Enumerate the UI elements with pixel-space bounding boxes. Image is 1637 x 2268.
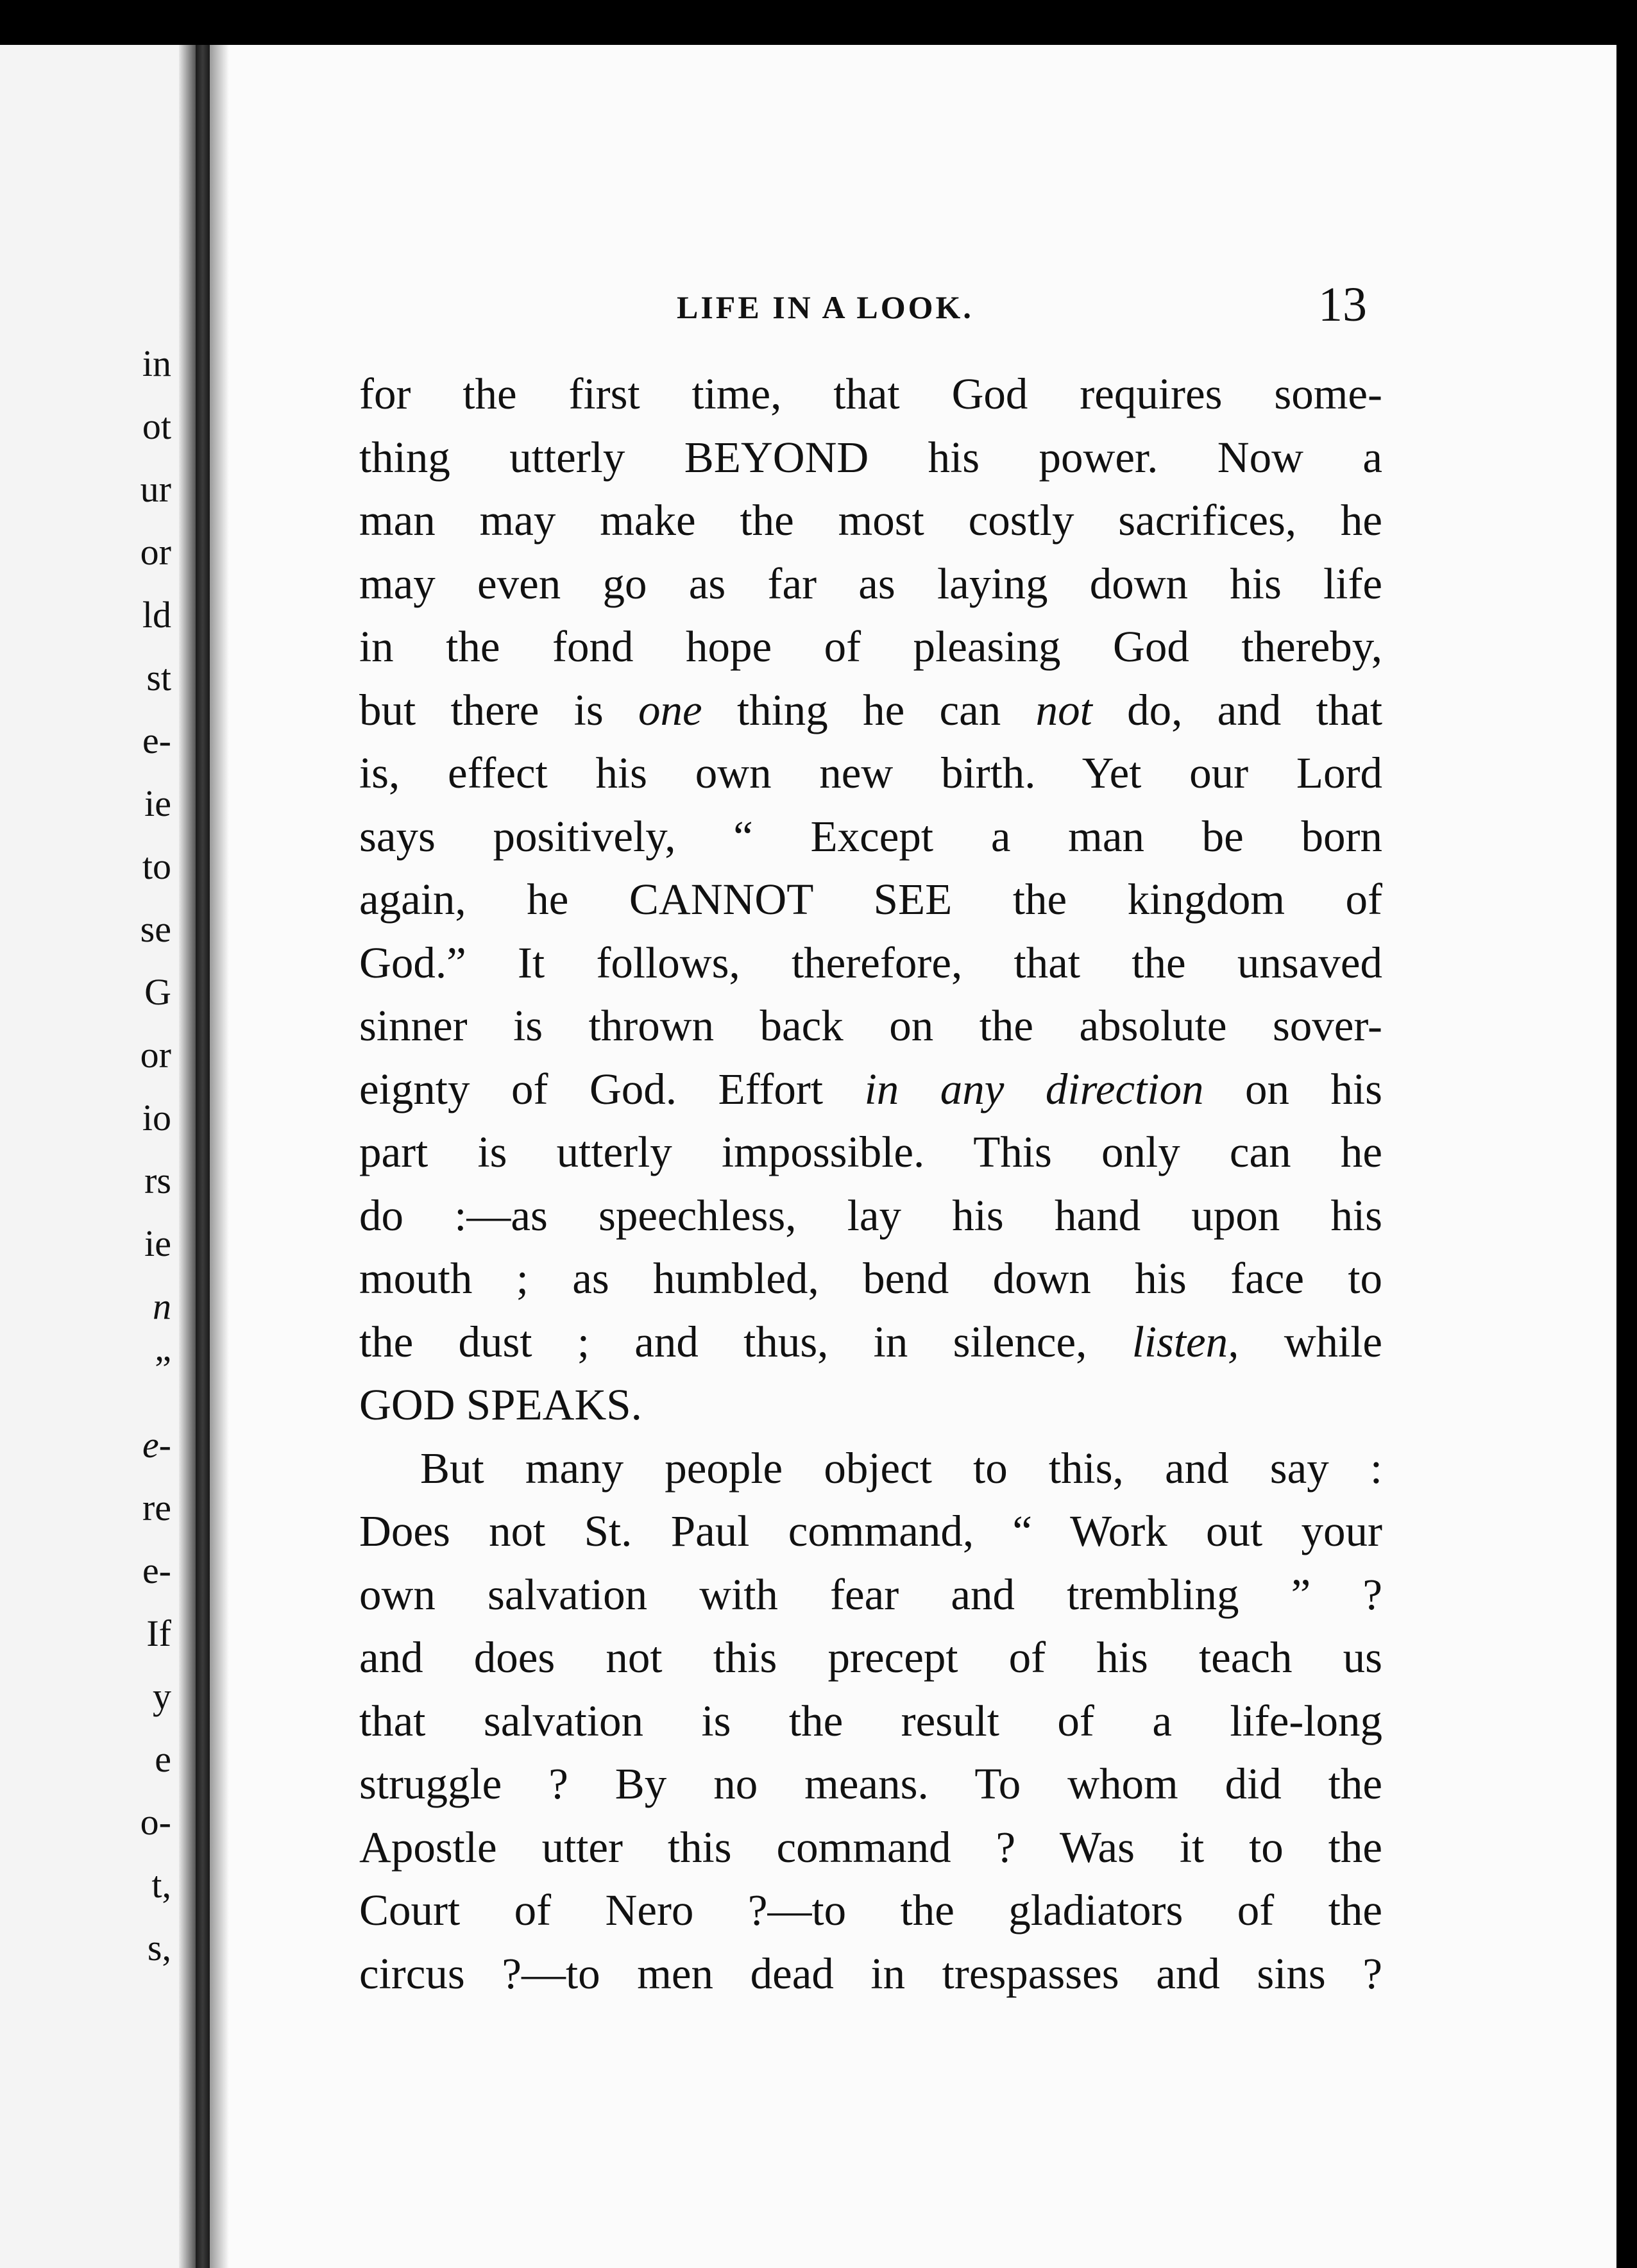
text-line: again, he CANNOT SEE the kingdom of xyxy=(359,875,1382,924)
facing-page-line-end: in xyxy=(142,343,171,384)
facing-page-line-end: ot xyxy=(142,405,171,447)
text-line: mouth ; as humbled, bend down his face to xyxy=(359,1254,1382,1303)
body-text xyxy=(359,362,1382,2005)
text-line: in the fond hope of pleasing God thereby, xyxy=(359,622,1382,671)
facing-page-line-end: re xyxy=(142,1487,171,1528)
text-line: says positively, “ Except a man be born xyxy=(359,811,1382,861)
book-spine xyxy=(196,45,210,2268)
facing-page-line-end: ie xyxy=(144,783,171,824)
text-line: thing utterly BEYOND his power. Now a xyxy=(359,432,1382,482)
text-line: struggle ? By no means. To whom did the xyxy=(359,1759,1382,1808)
facing-page-line-end: e- xyxy=(142,1424,171,1466)
facing-page-line-end: t, xyxy=(151,1864,171,1906)
italic-text: not xyxy=(1035,685,1092,734)
paragraph xyxy=(359,1437,1382,2006)
italic-text: listen, xyxy=(1132,1317,1239,1366)
page-edge-shade xyxy=(210,45,229,2268)
text-line: Court of Nero ?—to the gladiators of the xyxy=(359,1886,1382,1934)
facing-page-line-end: se xyxy=(140,908,171,950)
text-line: own salvation with fear and trembling ” ? xyxy=(359,1570,1382,1619)
italic-text: one xyxy=(638,685,702,734)
facing-page-line-end: or xyxy=(140,531,171,573)
text-line: Apostle utter this command ? Was it to the xyxy=(359,1822,1382,1872)
text-line: sinner is thrown back on the absolute sover- xyxy=(359,1001,1382,1050)
scan-right-border xyxy=(1616,45,1637,2268)
text-run: thing he can xyxy=(702,685,1036,734)
italic-text: in any direction xyxy=(864,1064,1204,1113)
facing-page-line-end: y xyxy=(153,1675,171,1717)
text-line xyxy=(359,1310,1382,1374)
facing-page-line-end: If xyxy=(146,1612,171,1654)
text-line: do :—as speechless, lay his hand upon his xyxy=(359,1190,1382,1240)
text-line xyxy=(359,1058,1382,1121)
facing-page-line-end: or xyxy=(140,1034,171,1076)
text-line: may even go as far as laying down his life xyxy=(359,559,1382,608)
text-line: for the first time, that God requires some- xyxy=(359,369,1382,418)
text-run: while xyxy=(1239,1317,1382,1366)
facing-page-line-end: ld xyxy=(142,594,171,636)
facing-page-line-end: to xyxy=(142,845,171,887)
text-line: is, effect his own new birth. Yet our Lord xyxy=(359,749,1382,797)
facing-page-fragment xyxy=(0,45,196,2268)
text-run: on his xyxy=(1203,1064,1382,1113)
facing-page-line-end: e- xyxy=(142,720,171,761)
text-line: God.” It follows, therefore, that the unsaved xyxy=(359,938,1382,987)
text-line: Does not St. Paul command, “ Work out your xyxy=(359,1507,1382,1555)
facing-page-line-end: e xyxy=(155,1738,171,1780)
gutter-shadow xyxy=(179,45,196,2268)
facing-page-line-end: G xyxy=(144,971,171,1013)
text-line: But many people object to this, and say : xyxy=(420,1443,1382,1493)
facing-page-line-end: n xyxy=(153,1285,171,1327)
text-run: but there is xyxy=(359,685,639,734)
scan-top-border xyxy=(0,0,1637,45)
facing-page-line-end: s, xyxy=(147,1927,171,1968)
facing-page-line-end: ” xyxy=(155,1348,171,1390)
running-head: LIFE IN A LOOK. xyxy=(677,289,974,325)
facing-page-line-end: io xyxy=(142,1097,171,1138)
text-line: man may make the most costly sacrifices, he xyxy=(359,496,1382,545)
text-line: part is utterly impossible. This only can he xyxy=(359,1128,1382,1176)
text-line: circus ?—to men dead in trespasses and sins ? xyxy=(359,1949,1382,1998)
facing-page-line-end: e- xyxy=(142,1550,171,1591)
text-run: the dust ; and thus, in silence, xyxy=(359,1317,1132,1366)
text-line: and does not this precept of his teach us xyxy=(359,1633,1382,1682)
page-number: 13 xyxy=(1318,278,1367,332)
text-line: GOD SPEAKS. xyxy=(359,1380,642,1429)
facing-page-line-end: rs xyxy=(144,1160,171,1201)
facing-page-line-end: ur xyxy=(140,468,171,510)
facing-page-line-end: st xyxy=(146,657,171,698)
paragraph xyxy=(359,362,1382,1437)
facing-page-line-end: o- xyxy=(140,1801,171,1843)
text-line: that salvation is the result of a life-long xyxy=(359,1696,1382,1745)
facing-page-line-end: ie xyxy=(144,1223,171,1264)
text-line xyxy=(359,679,1382,742)
text-run: do, and that xyxy=(1092,685,1383,734)
text-run: eignty of God. Effort xyxy=(359,1064,865,1113)
